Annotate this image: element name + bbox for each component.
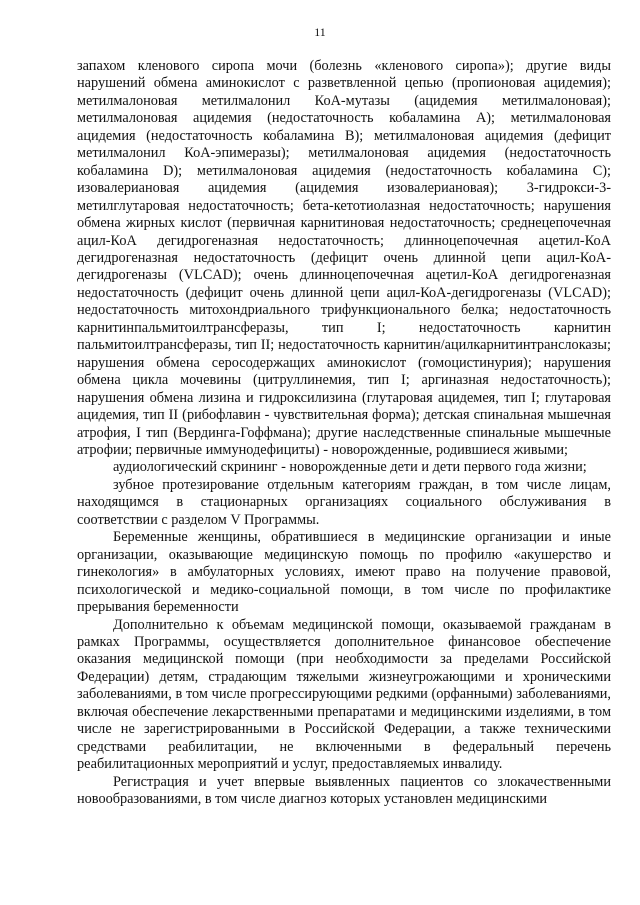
body-paragraph: Регистрация и учет впервые выявленных пациентов со злокачественными новообразованиями, в том числе диагноз которых установлен медицинскими: [77, 773, 611, 808]
body-paragraph: запахом кленового сиропа мочи (болезнь «кленового сиропа»); другие виды нарушений обмена аминокислот с разветвленной цепью (пропионовая ацидемия); метилмалоновая метилмалонил КоА-мутазы (ацидемия метилмалоновая); метилмалоновая ацидемия (недостаточность кобаламина А); метилмалоновая ацидемия (недостаточность кобаламина В); метилмалоновая ацидемия (дефицит метилмалонил КоА-эпимеразы); метилмалоновая ацидемия (недостаточность кобаламина D); метилмалоновая ацидемия (недостаточность кобаламина С); изовалериановая ацидемия (ацидемия изовалериановая); 3-гидрокси-3-метилглутаровая недостаточность; бета-кетотиолазная недостаточность; нарушения обмена жирных кислот (первичная карнитиновая недостаточность; среднецепочечная ацил-КоА дегидрогеназная недостаточность; длинноцепочечная ацетил-КоА дегидрогеназная недостаточность (дефицит очень длинной цепи ацил-КоА-дегидрогеназы (VLCAD); очень длинноцепочечная ацетил-КоА дегидрогеназная недостаточность (дефицит очень длинной цепи ацил-КоА-дегидрогеназы (VLCAD); недостаточность митохондриального трифункционального белка; недостаточность карнитинпальмитоилтрансферазы, тип I; недостаточность карнитин пальмитоилтрансферазы, тип II; недостаточность карнитин/ацилкарнитинтранслоказы; нарушения обмена серосодержащих аминокислот (гомоцистинурия); нарушения обмена цикла мочевины (цитруллинемия, тип I; аргиназная недостаточность); нарушения обмена лизина и гидроксилизина (глутаровая ацидемея, тип I; глутаровая ацидемия, тип II (рибофлавин - чувствительная форма); детская спинальная мышечная атрофия, I тип (Вердинга-Гоффмана); другие наследственные спинальные мышечные атрофии; первичные иммунодефициты) - новорожденные, родившиеся живыми;: [77, 58, 611, 458]
document-body: [77, 58, 611, 808]
body-paragraph: аудиологический скрининг - новорожденные дети и дети первого года жизни;: [113, 459, 587, 476]
body-paragraph: зубное протезирование отдельным категориям граждан, в том числе лицам, находящимся в стационарных организациях социального обслуживания в соответствии с разделом V Программы.: [77, 476, 611, 528]
body-paragraph: Беременные женщины, обратившиеся в медицинские организации и иные организации, оказывающие медицинскую помощь по профилю «акушерство и гинекология» в амбулаторных условиях, имеют право на получение правовой, психологической и медико-социальной помощи, в том числе по профилактике прерывания беременности: [77, 529, 611, 616]
body-paragraph: Дополнительно к объемам медицинской помощи, оказываемой гражданам в рамках Программы, осуществляется дополнительное финансовое обеспечение оказания медицинской помощи (при необходимости за пределами Российской Федерации) детям, страдающим тяжелыми жизнеугрожающими и хроническими заболеваниями, в том числе прогрессирующими редкими (орфанными) заболеваниями, включая обеспечение лекарственными препаратами и медицинскими изделиями, в том числе не зарегистрированными в Российской Федерации, а также техническими средствами реабилитации, не включенными в федеральный перечень реабилитационных мероприятий и услуг, предоставляемых инвалиду.: [77, 616, 611, 773]
page-number: 11: [314, 25, 326, 39]
